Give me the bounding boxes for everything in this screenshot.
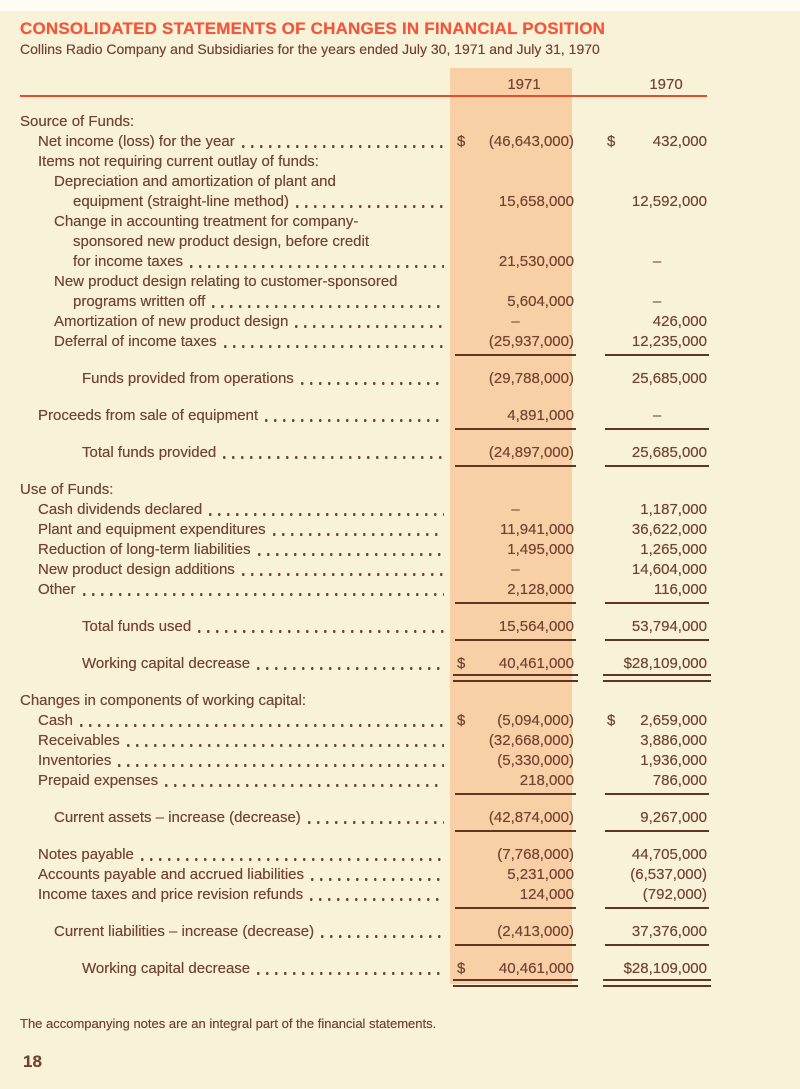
value-text: (792,000) [642, 886, 707, 903]
value-1970 [574, 443, 707, 463]
value-1970 [574, 845, 707, 865]
value-text: 21,530,000 [498, 253, 574, 270]
table-row [20, 617, 707, 637]
value-1971-wrap [457, 292, 574, 312]
value-text: 5,231,000 [507, 866, 574, 883]
dot-leader [265, 406, 444, 426]
value-1971-wrap [457, 922, 574, 942]
value-1970 [574, 885, 707, 905]
row-label: Source of Funds: [20, 113, 135, 130]
row-label: Funds provided from operations [82, 370, 294, 387]
row-label: Amortization of new product design [54, 313, 289, 330]
value-1970-wrap [607, 520, 707, 540]
value-1971 [448, 885, 574, 905]
value-1970 [574, 500, 707, 520]
value-1971-wrap [457, 312, 574, 332]
value-1970-wrap [607, 808, 707, 828]
row-spacer [369, 232, 707, 252]
page-title: CONSOLIDATED STATEMENTS OF CHANGES IN FINANCIAL POSITION [20, 19, 606, 38]
value-1971-wrap [457, 560, 574, 580]
page-subtitle: Collins Radio Company and Subsidiaries for the years ended July 30, 1971 and July 31, 1970 [20, 41, 600, 57]
value-1970 [574, 520, 707, 540]
value-1971-wrap [457, 751, 574, 771]
row-label: New product design relating to customer-sponsored [54, 273, 398, 290]
value-1970 [574, 580, 707, 600]
table-row [20, 232, 707, 252]
value-1970 [574, 865, 707, 885]
row-label: Proceeds from sale of equipment [38, 407, 259, 424]
value-1971 [448, 731, 574, 751]
value-1970-wrap [607, 654, 707, 674]
table-row [20, 152, 707, 172]
table-row [20, 252, 707, 272]
row-label: Reduction of long-term liabilities [38, 541, 251, 558]
value-1971 [448, 865, 574, 885]
value-text: (25,937,000) [488, 333, 574, 350]
value-text: 37,376,000 [631, 923, 707, 940]
row-spacer [319, 152, 707, 172]
value-text: 40,461,000 [498, 960, 574, 977]
value-text: $28,109,000 [623, 655, 707, 672]
value-1971 [448, 845, 574, 865]
value-1970-wrap [607, 580, 707, 600]
value-text: 3,886,000 [640, 732, 707, 749]
table-row [20, 292, 707, 312]
row-label: Income taxes and price revision refunds [38, 886, 304, 903]
value-1971-wrap [457, 369, 574, 389]
value-1971 [448, 617, 574, 637]
dot-leader [212, 292, 444, 312]
value-1970-wrap [607, 500, 707, 520]
dot-leader [242, 560, 444, 580]
row-label: Working capital decrease [82, 655, 251, 672]
row-label: Current liabilities – increase (decrease) [54, 923, 315, 940]
table-row [20, 520, 707, 540]
row-spacer [358, 212, 707, 232]
value-1971 [448, 312, 574, 332]
value-text: – [652, 407, 662, 424]
value-text: (5,330,000) [497, 752, 574, 769]
value-1970-wrap [607, 369, 707, 389]
value-1970-wrap [607, 312, 707, 332]
row-label: programs written off [73, 293, 206, 310]
table-row [20, 332, 707, 352]
dot-leader [165, 771, 444, 791]
value-text: 1,936,000 [640, 752, 707, 769]
value-text: 124,000 [519, 886, 574, 903]
value-1970-wrap [607, 132, 707, 152]
value-1970 [574, 808, 707, 828]
value-text: 1,187,000 [640, 501, 707, 518]
value-1970 [574, 922, 707, 942]
value-text: $28,109,000 [623, 960, 707, 977]
value-text: 36,622,000 [631, 521, 707, 538]
value-text: 40,461,000 [498, 655, 574, 672]
header-rule [20, 95, 707, 97]
table-row [20, 112, 707, 132]
value-1971-wrap [457, 654, 574, 674]
row-spacer [398, 272, 707, 292]
value-1971-wrap [457, 192, 574, 212]
value-1970 [574, 771, 707, 791]
value-text: 1,495,000 [507, 541, 574, 558]
dot-leader [127, 731, 444, 751]
dollar-sign: $ [457, 712, 466, 729]
value-1970-wrap [607, 751, 707, 771]
dot-leader [321, 922, 444, 942]
value-1971 [448, 500, 574, 520]
value-text: – [511, 313, 520, 330]
row-label: Changes in components of working capital: [20, 692, 306, 709]
row-label: Receivables [38, 732, 120, 749]
value-text: (5,094,000) [497, 712, 574, 729]
value-1971 [448, 560, 574, 580]
value-text: 9,267,000 [640, 809, 707, 826]
value-1970 [574, 751, 707, 771]
value-1970-wrap [607, 252, 707, 272]
row-label: Total funds provided [82, 444, 217, 461]
dot-leader [257, 959, 444, 979]
value-1970-wrap [607, 845, 707, 865]
table-row [20, 771, 707, 791]
row-label: for income taxes [73, 253, 184, 270]
value-1970-wrap [607, 731, 707, 751]
table-row [20, 369, 707, 389]
value-text: 12,235,000 [631, 333, 707, 350]
value-text: 116,000 [653, 581, 707, 598]
value-1971-wrap [457, 443, 574, 463]
value-1970-wrap [607, 443, 707, 463]
value-1971 [448, 580, 574, 600]
value-1970 [574, 312, 707, 332]
value-1971 [448, 711, 574, 731]
table-row [20, 808, 707, 828]
value-text: 25,685,000 [631, 444, 707, 461]
value-1970 [574, 369, 707, 389]
value-1971-wrap [457, 132, 574, 152]
value-1971 [448, 292, 574, 312]
table-row [20, 480, 707, 500]
dot-leader [83, 580, 444, 600]
value-1970-wrap [607, 865, 707, 885]
value-1971 [448, 332, 574, 352]
table-row [20, 500, 707, 520]
value-1970 [574, 560, 707, 580]
table-row [20, 654, 707, 674]
value-text: 15,658,000 [498, 193, 574, 210]
value-1971-wrap [457, 711, 574, 731]
value-1971 [448, 751, 574, 771]
value-1971-wrap [457, 540, 574, 560]
table-row [20, 959, 707, 979]
table-row [20, 922, 707, 942]
value-text: – [652, 293, 662, 310]
value-1970 [574, 252, 707, 272]
dot-leader [295, 312, 444, 332]
value-1970-wrap [607, 406, 707, 426]
value-text: 4,891,000 [507, 407, 574, 424]
table-row [20, 192, 707, 212]
value-1971-wrap [457, 845, 574, 865]
dot-leader [224, 332, 444, 352]
value-1971-wrap [457, 731, 574, 751]
value-1971-wrap [457, 771, 574, 791]
row-label: Working capital decrease [82, 960, 251, 977]
value-text: 5,604,000 [507, 293, 574, 310]
dot-leader [308, 808, 444, 828]
row-label: Items not requiring current outlay of funds: [38, 153, 319, 170]
value-text: 2,659,000 [640, 712, 707, 729]
row-label: Depreciation and amortization of plant and [54, 173, 336, 190]
row-label: Prepaid expenses [38, 772, 159, 789]
value-text: (6,537,000) [630, 866, 707, 883]
value-1970 [574, 192, 707, 212]
footnote: The accompanying notes are an integral part of the financial statements. [20, 1016, 437, 1031]
table-row [20, 272, 707, 292]
value-text: 218,000 [519, 772, 574, 789]
dot-leader [198, 617, 444, 637]
value-1970 [574, 959, 707, 979]
value-1970-wrap [607, 560, 707, 580]
table-row [20, 443, 707, 463]
value-text: (29,788,000) [488, 370, 574, 387]
value-1970-wrap [607, 332, 707, 352]
statement-table [20, 112, 707, 979]
value-1971-wrap [457, 865, 574, 885]
dollar-sign: $ [457, 960, 466, 977]
value-1971 [448, 406, 574, 426]
value-1970-wrap [607, 885, 707, 905]
table-row [20, 751, 707, 771]
value-1970-wrap [607, 617, 707, 637]
table-row [20, 711, 707, 731]
value-1970-wrap [607, 922, 707, 942]
value-1971-wrap [457, 520, 574, 540]
value-text: 2,128,000 [507, 581, 574, 598]
dot-leader [141, 845, 444, 865]
value-1971 [448, 959, 574, 979]
value-1970-wrap [607, 711, 707, 731]
value-text: – [652, 253, 662, 270]
value-text: 14,604,000 [631, 561, 707, 578]
dot-leader [209, 500, 444, 520]
row-spacer [306, 691, 707, 711]
table-row [20, 560, 707, 580]
value-text: 1,265,000 [640, 541, 707, 558]
dot-leader [296, 192, 444, 212]
table-row [20, 885, 707, 905]
dot-leader [242, 132, 444, 152]
table-row [20, 132, 707, 152]
value-1971-wrap [457, 332, 574, 352]
row-label: Current assets – increase (decrease) [54, 809, 301, 826]
value-1971 [448, 369, 574, 389]
dot-leader [301, 369, 444, 389]
table-row [20, 312, 707, 332]
table-row [20, 731, 707, 751]
value-1970-wrap [607, 292, 707, 312]
table-row [20, 172, 707, 192]
value-1971 [448, 654, 574, 674]
table-row [20, 540, 707, 560]
value-1971-wrap [457, 885, 574, 905]
table-row [20, 845, 707, 865]
value-text: – [511, 501, 520, 518]
value-1970 [574, 406, 707, 426]
value-1970 [574, 332, 707, 352]
row-label: Use of Funds: [20, 481, 114, 498]
row-label: equipment (straight-line method) [73, 193, 289, 210]
dot-leader [223, 443, 444, 463]
value-1971 [448, 520, 574, 540]
value-1970-wrap [607, 959, 707, 979]
row-label: New product design additions [38, 561, 235, 578]
dot-leader [310, 885, 444, 905]
value-text: (2,413,000) [497, 923, 574, 940]
value-text: (32,668,000) [488, 732, 574, 749]
value-1971 [448, 132, 574, 152]
value-text: 25,685,000 [631, 370, 707, 387]
dot-leader [258, 540, 444, 560]
value-1971 [448, 808, 574, 828]
row-spacer [113, 480, 707, 500]
value-1971 [448, 922, 574, 942]
dollar-sign: $ [457, 655, 466, 672]
dollar-sign: $ [457, 133, 466, 150]
value-1971-wrap [457, 580, 574, 600]
dot-leader [311, 865, 444, 885]
row-label: Notes payable [38, 846, 134, 863]
value-1970 [574, 540, 707, 560]
dot-leader [118, 751, 444, 771]
dollar-sign: $ [607, 712, 616, 729]
column-header-1971: 1971 [507, 76, 541, 93]
table-row [20, 580, 707, 600]
dot-leader [80, 711, 444, 731]
table-row [20, 212, 707, 232]
value-1971 [448, 443, 574, 463]
value-1971-wrap [457, 500, 574, 520]
row-label: Total funds used [82, 618, 192, 635]
value-text: (46,643,000) [488, 133, 574, 150]
value-text: 44,705,000 [631, 846, 707, 863]
value-1971 [448, 540, 574, 560]
value-text: 15,564,000 [498, 618, 574, 635]
value-1971-wrap [457, 959, 574, 979]
value-text: 432,000 [652, 133, 707, 150]
row-label: Accounts payable and accrued liabilities [38, 866, 304, 883]
value-1970 [574, 132, 707, 152]
value-text: 786,000 [652, 772, 707, 789]
value-1971-wrap [457, 406, 574, 426]
value-1970 [574, 654, 707, 674]
row-label: Change in accounting treatment for company- [54, 213, 359, 230]
value-1970-wrap [607, 192, 707, 212]
column-header-1970: 1970 [649, 76, 683, 93]
row-spacer [336, 172, 707, 192]
value-1970 [574, 711, 707, 731]
value-text: 53,794,000 [631, 618, 707, 635]
row-label: sponsored new product design, before credit [73, 233, 370, 250]
value-1971 [448, 192, 574, 212]
value-text: – [511, 561, 520, 578]
value-text: (7,768,000) [497, 846, 574, 863]
row-spacer [134, 112, 707, 132]
value-1970 [574, 731, 707, 751]
row-label: Cash dividends declared [38, 501, 203, 518]
table-row [20, 865, 707, 885]
value-text: (42,874,000) [488, 809, 574, 826]
row-label: Net income (loss) for the year [38, 133, 235, 150]
row-label: Deferral of income taxes [54, 333, 217, 350]
dot-leader [257, 654, 444, 674]
dollar-sign: $ [607, 133, 616, 150]
scan-edge-strip [0, 0, 800, 11]
value-1970-wrap [607, 771, 707, 791]
value-text: 12,592,000 [631, 193, 707, 210]
value-text: 426,000 [652, 313, 707, 330]
value-text: 11,941,000 [500, 521, 574, 538]
value-text: (24,897,000) [488, 444, 574, 461]
page-number: 18 [23, 1052, 42, 1071]
row-label: Other [38, 581, 76, 598]
value-1971-wrap [457, 617, 574, 637]
value-1970-wrap [607, 540, 707, 560]
dot-leader [273, 520, 444, 540]
value-1970 [574, 617, 707, 637]
table-row [20, 406, 707, 426]
row-label: Inventories [38, 752, 112, 769]
dot-leader [190, 252, 444, 272]
value-1970 [574, 292, 707, 312]
value-1971 [448, 771, 574, 791]
table-row [20, 691, 707, 711]
value-1971-wrap [457, 808, 574, 828]
value-1971-wrap [457, 252, 574, 272]
row-label: Cash [38, 712, 74, 729]
row-label: Plant and equipment expenditures [38, 521, 266, 538]
value-1971 [448, 252, 574, 272]
